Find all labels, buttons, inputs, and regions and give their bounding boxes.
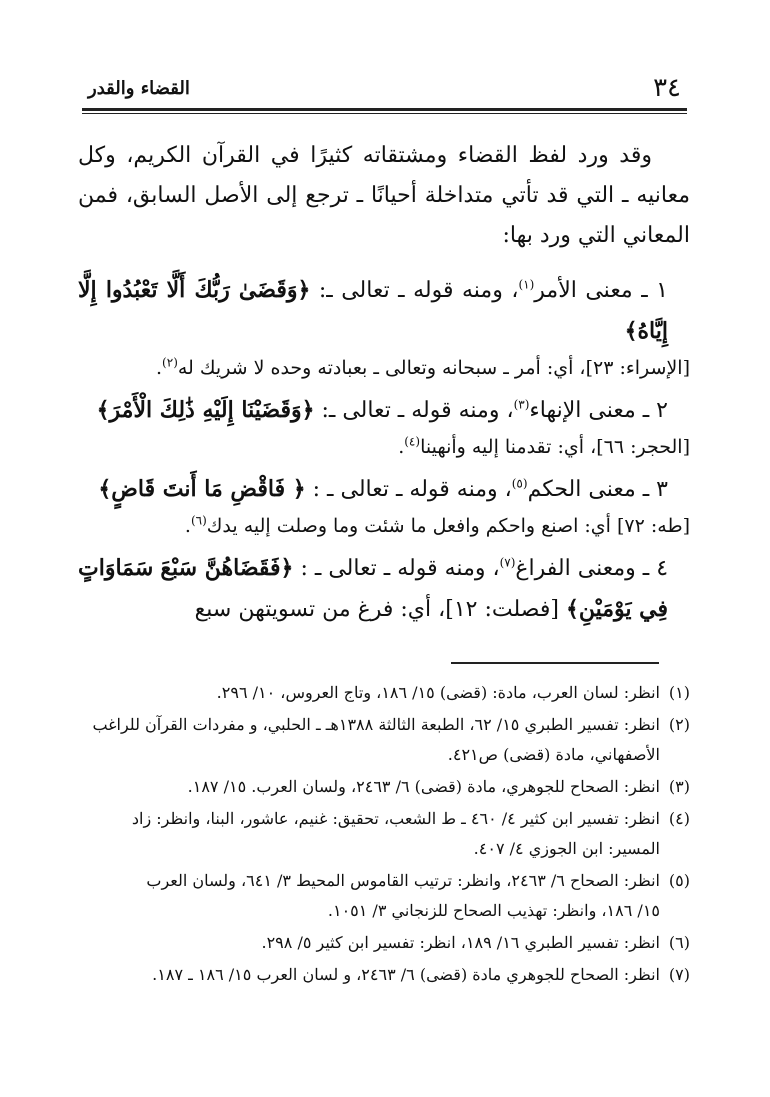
footnote-continuation: ١٥/ ١٨٦، وانظر: تهذيب الصحاح للزنجاني ٣/ ١٠٥١. — [327, 901, 660, 920]
item-1-line — [78, 270, 690, 352]
item-4-verse-end: سَمَاوَاتٍ فِي يَوْمَيْنِ﴾ — [78, 555, 668, 622]
footnote-ref-2: (٢) — [162, 355, 178, 370]
item-2-verse: ﴿وَقَضَيْنَا إِلَيْهِ ذَٰلِكَ الْأَمْرَ﴾ — [96, 397, 315, 423]
footnote-number: (٣) — [668, 777, 690, 796]
footnote-3 — [90, 772, 690, 802]
item-3-reference — [78, 510, 690, 542]
footnote-text: انظر: تفسير الطبري ١٦/ ١٨٩، انظر: تفسير ابن كثير ٥/ ٢٩٨. — [261, 933, 660, 952]
footnote-number: (٧) — [668, 965, 690, 984]
item-2-lead: ٢ ـ معنى الإنهاء — [529, 398, 668, 423]
footnote-number: (٢) — [668, 715, 690, 734]
intro-line-3: ورد بها: — [502, 223, 571, 248]
intro-line-2: التي قد تأتي متداخلة أحيانًا ـ ترجع إلى الأصل السابق، فمن المعاني التي — [78, 183, 690, 248]
footnote-ref-7: (٧) — [499, 555, 516, 570]
item-3-mid: ، ومنه قوله ـ تعالى ـ : — [312, 477, 512, 502]
footnote-number: (٥) — [668, 871, 690, 890]
footnote-number: (٦) — [668, 933, 690, 952]
footnote-ref-4: (٤) — [404, 434, 421, 449]
item-2-ref-end: . — [398, 436, 405, 458]
header-rule-thick — [82, 108, 687, 111]
footnote-ref-5: (٥) — [511, 476, 528, 491]
item-3-verse: ﴿ فَاقْضِ مَا أَنتَ قَاضٍ﴾ — [98, 476, 306, 502]
footnote-ref-6: (٦) — [190, 513, 207, 528]
item-1-verse: ﴿وَقَضَىٰ رَبُّكَ أَلَّا تَعْبُدُوا إِلَّا إِيَّاهُ﴾ — [78, 277, 668, 344]
footnote-text: انظر: الصحاح للجوهري مادة (قضى) ٦/ ٢٤٦٣، و لسان العرب ١٥/ ١٨٦ ـ ١٨٧. — [152, 965, 660, 984]
item-3-ref-text: [طه: ٧٢] أي: اصنع واحكم وافعل ما شئت وما وصلت إليه يدك — [206, 515, 690, 537]
meaning-item-2 — [78, 390, 690, 463]
footnotes — [90, 678, 690, 992]
item-1-reference — [78, 352, 690, 384]
item-2-mid: ، ومنه قوله ـ تعالى ـ: — [321, 398, 514, 423]
intro-line-1: وقد ورد لفظ القضاء ومشتقاته كثيرًا في القرآن الكريم، وكل معانيه ـ — [78, 143, 690, 208]
item-4-verse-start: ﴿فَقَضَاهُنَّ سَبْعَ — [160, 555, 294, 581]
item-2-reference — [78, 431, 690, 463]
footnote-text: انظر: الصحاح ٦/ ٢٤٦٣، وانظر: ترتيب القاموس المحيط ٣/ ٦٤١، ولسان العرب — [146, 871, 660, 890]
main-text — [78, 136, 690, 636]
item-2-ref-text: [الحجر: ٦٦]، أي: تقدمنا إليه وأنهينا — [420, 436, 690, 458]
item-3-line — [78, 469, 690, 510]
footnote-4 — [90, 804, 690, 864]
footnote-text: انظر: تفسير ابن كثير ٤/ ٤٦٠ ـ ط الشعب، تحقيق: غنيم، عاشور، البنا، وانظر: زاد — [131, 809, 660, 828]
item-1-ref-end: . — [156, 357, 163, 379]
intro-paragraph — [78, 136, 690, 256]
header-rule-thin — [82, 113, 687, 114]
item-1-ref-text: [الإسراء: ٢٣]، أي: أمر ـ سبحانه وتعالى ـ بعبادته وحده لا شريك له — [177, 357, 690, 379]
footnote-6 — [90, 928, 690, 958]
footnote-1 — [90, 678, 690, 708]
footnote-text: انظر: الصحاح للجوهري، مادة (قضى) ٦/ ٢٤٦٣، ولسان العرب. ١٥/ ١٨٧. — [187, 777, 660, 796]
meaning-item-4 — [78, 548, 690, 630]
meaning-item-3 — [78, 469, 690, 542]
item-2-line — [78, 390, 690, 431]
meaning-item-1 — [78, 270, 690, 384]
footnote-text: انظر: لسان العرب، مادة: (قضى) ١٥/ ١٨٦، وتاج العروس، ١٠/ ٢٩٦. — [216, 683, 660, 702]
footnote-continuation: الأصفهاني، مادة (قضى) ص٤٢١. — [447, 745, 660, 764]
footnote-text: انظر: تفسير الطبري ١٥/ ٦٢، الطبعة الثالثة ١٣٨٨هـ ـ الحلبي، و مفردات القرآن للراغب — [92, 715, 660, 734]
page-header — [82, 74, 687, 106]
item-3-lead: ٣ ـ معنى الحكم — [527, 477, 668, 502]
item-3-ref-end: . — [184, 515, 191, 537]
item-1-mid: ، ومنه قوله ـ تعالى ـ: — [318, 278, 519, 303]
footnote-2 — [90, 710, 690, 770]
footnote-continuation: المسير: ابن الجوزي ٤/ ٤٠٧. — [473, 839, 660, 858]
page-number: ٣٤ — [653, 73, 681, 103]
footnote-number: (٤) — [668, 809, 690, 828]
item-4-lead: ٤ ـ ومعنى الفراغ — [515, 556, 669, 581]
item-1-lead: ١ ـ معنى الأمر — [534, 278, 668, 303]
item-4-line — [78, 548, 690, 630]
footnote-number: (١) — [668, 683, 690, 702]
footnote-ref-1: (١) — [518, 277, 535, 292]
footnote-ref-3: (٣) — [513, 397, 530, 412]
item-4-tail: [فصلت: ١٢]، أي: فرغ من تسويتهن سبع — [194, 597, 559, 622]
footnote-separator — [451, 662, 659, 664]
footnote-5 — [90, 866, 690, 926]
running-title: القضاء والقدر — [88, 78, 190, 99]
item-4-mid: ، ومنه قوله ـ تعالى ـ : — [300, 556, 500, 581]
footnote-7 — [90, 960, 690, 990]
